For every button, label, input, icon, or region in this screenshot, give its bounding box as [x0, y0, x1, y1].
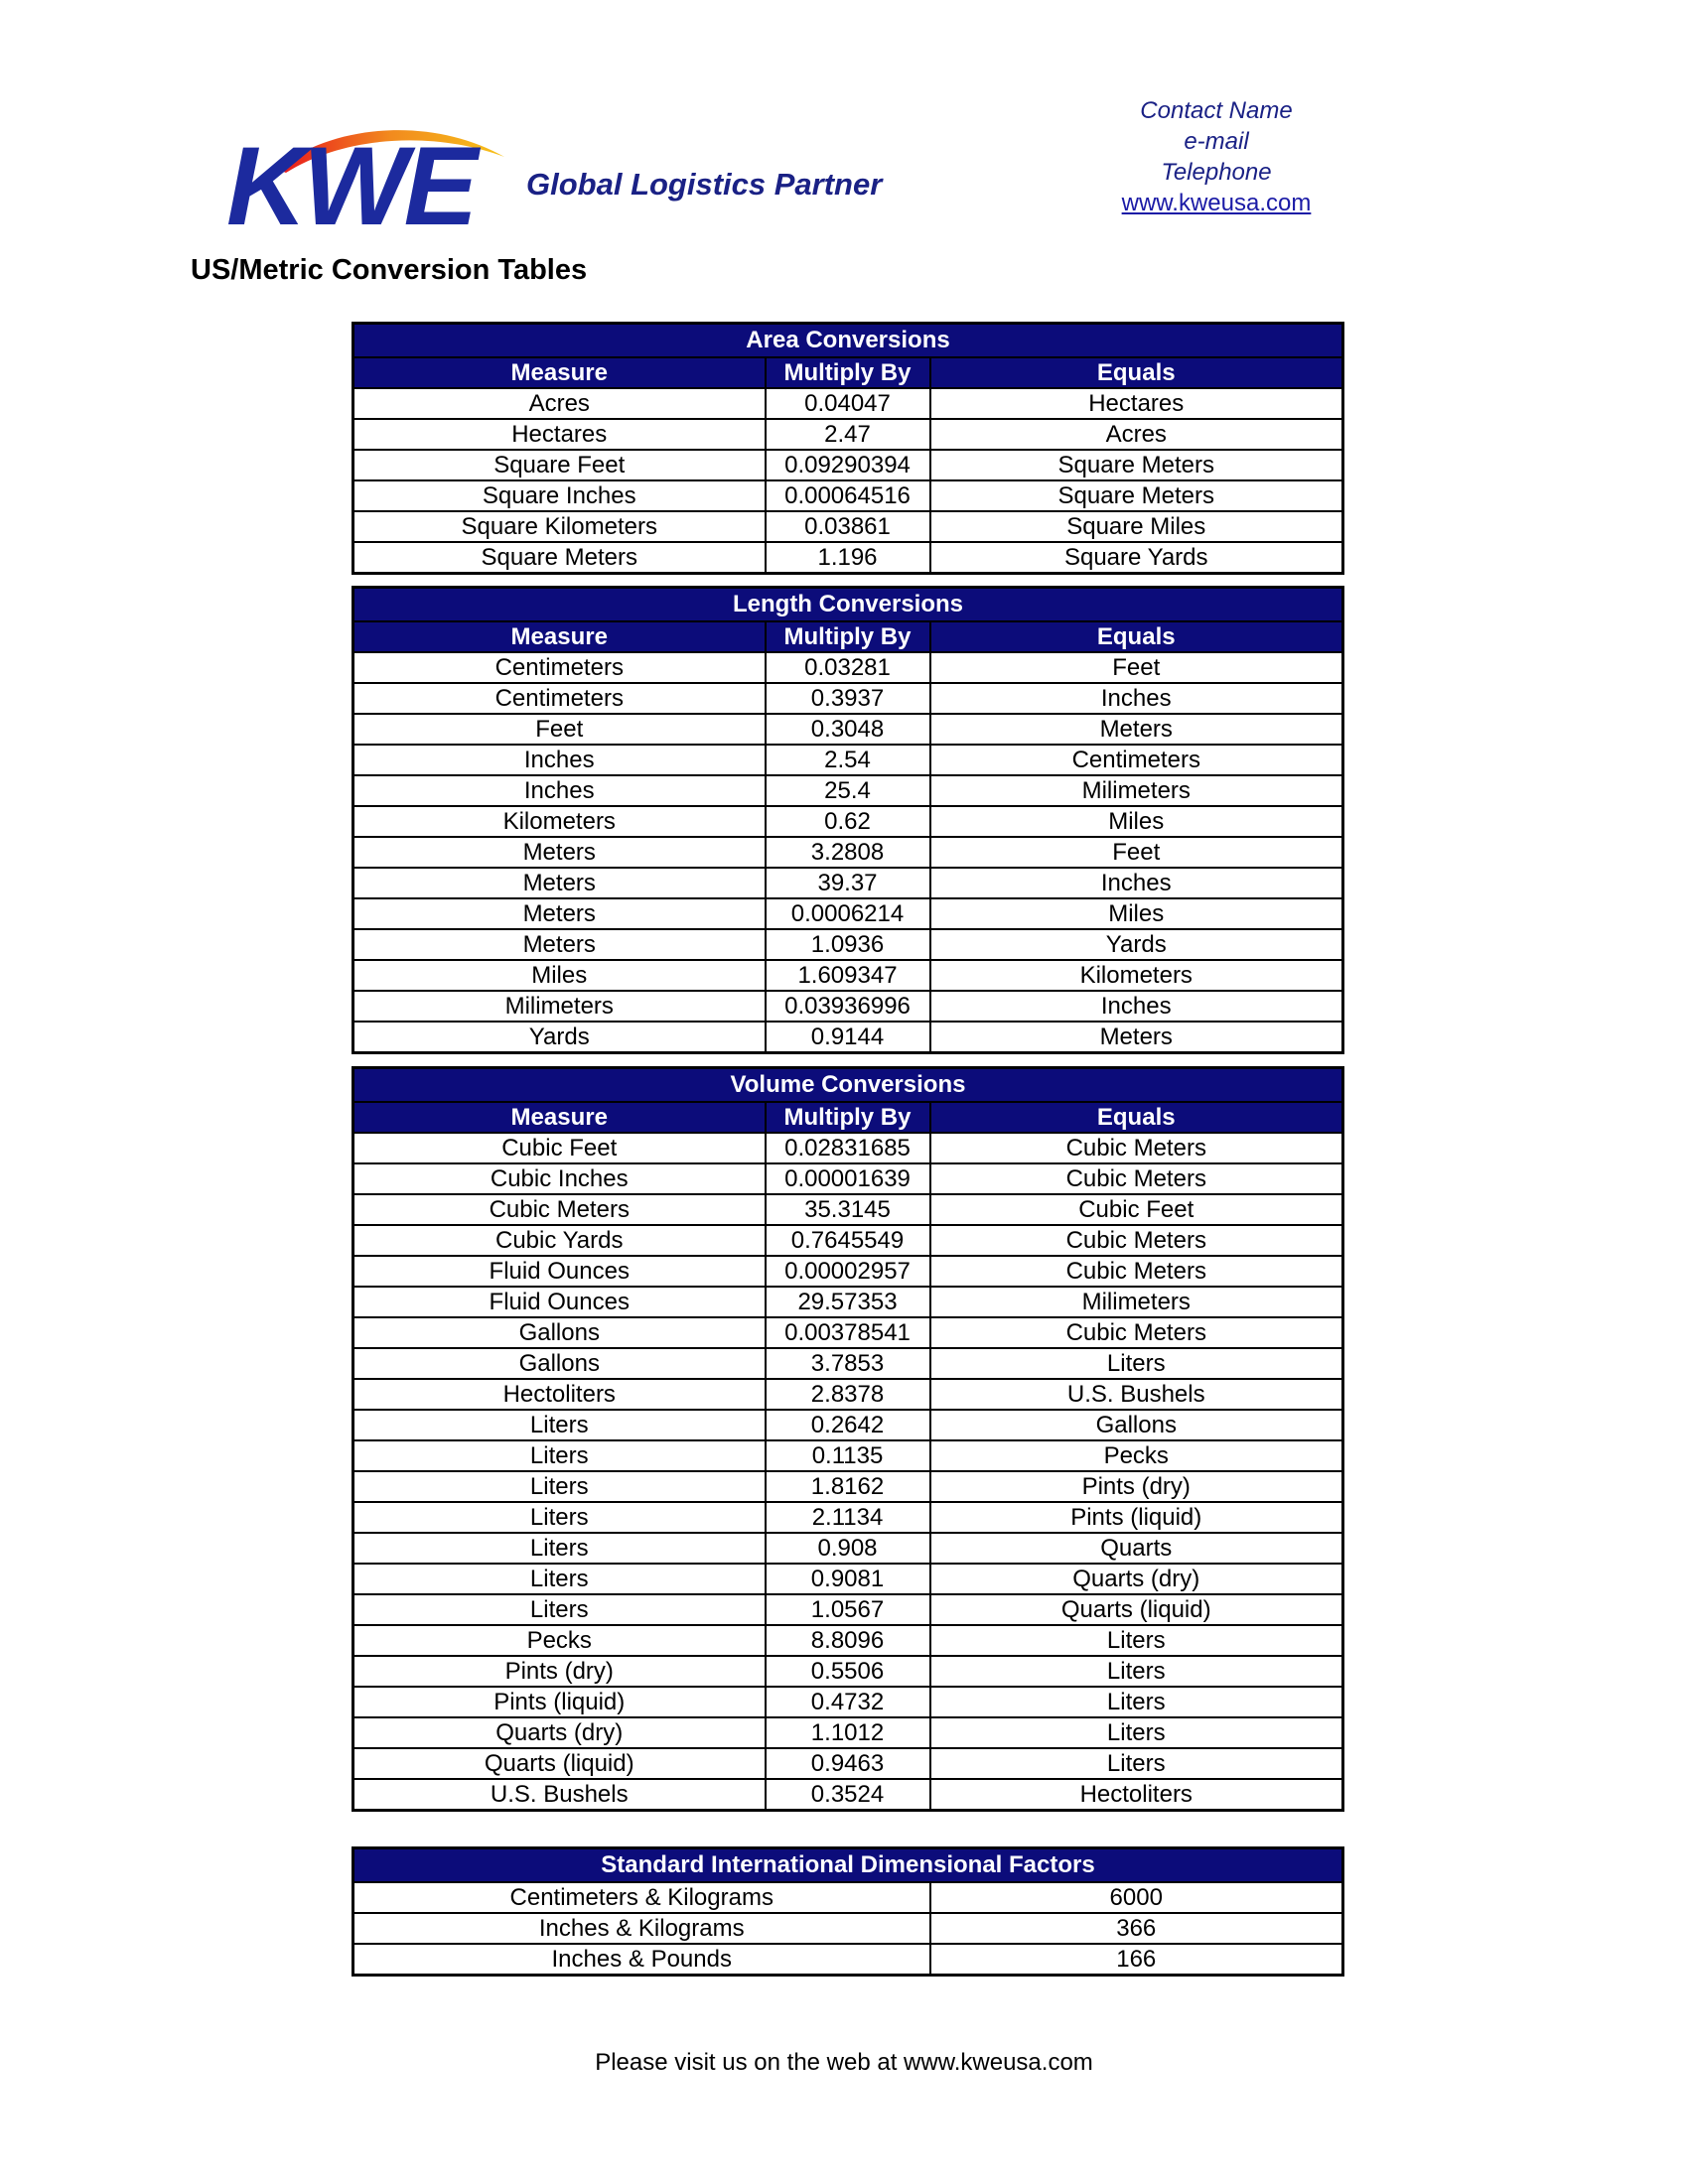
- contact-email: e-mail: [1184, 128, 1249, 155]
- multiplier-cell: 0.1135: [766, 1440, 930, 1471]
- measure-cell: Meters: [353, 929, 766, 960]
- multiplier-cell: 35.3145: [766, 1194, 930, 1225]
- table-row: [353, 868, 1343, 898]
- equals-cell: Square Meters: [930, 450, 1343, 480]
- multiplier-cell: 0.00378541: [766, 1317, 930, 1348]
- measure-cell: Milimeters: [353, 991, 766, 1022]
- table-row: [353, 419, 1343, 450]
- measure-cell: Cubic Feet: [353, 1133, 766, 1163]
- column-header-measure: Measure: [353, 357, 766, 388]
- measure-cell: Liters: [353, 1594, 766, 1625]
- table-row: [353, 1440, 1343, 1471]
- measure-cell: Liters: [353, 1440, 766, 1471]
- measure-cell: Liters: [353, 1471, 766, 1502]
- equals-cell: Milimeters: [930, 1287, 1343, 1317]
- multiplier-cell: 2.8378: [766, 1379, 930, 1410]
- table-row: [353, 898, 1343, 929]
- measure-cell: Cubic Inches: [353, 1163, 766, 1194]
- multiplier-cell: 0.7645549: [766, 1225, 930, 1256]
- table-row: [353, 745, 1343, 775]
- multiplier-cell: 0.00064516: [766, 480, 930, 511]
- table-row: [353, 1656, 1343, 1687]
- column-header-measure: Measure: [353, 621, 766, 652]
- table-row: [353, 960, 1343, 991]
- equals-cell: Meters: [930, 1022, 1343, 1053]
- equals-cell: Pints (liquid): [930, 1502, 1343, 1533]
- equals-cell: Inches: [930, 991, 1343, 1022]
- table-title: Standard International Dimensional Factors: [353, 1848, 1343, 1883]
- measure-cell: Inches: [353, 775, 766, 806]
- equals-cell: Meters: [930, 714, 1343, 745]
- kwe-logo: [226, 117, 524, 248]
- measure-cell: Miles: [353, 960, 766, 991]
- measure-cell: Fluid Ounces: [353, 1256, 766, 1287]
- equals-cell: Acres: [930, 419, 1343, 450]
- measure-cell: Meters: [353, 837, 766, 868]
- column-header-equals: Equals: [930, 357, 1343, 388]
- equals-cell: Cubic Meters: [930, 1133, 1343, 1163]
- equals-cell: Milimeters: [930, 775, 1343, 806]
- multiplier-cell: 0.908: [766, 1533, 930, 1564]
- multiplier-cell: 2.47: [766, 419, 930, 450]
- table-row: [353, 775, 1343, 806]
- measure-cell: Yards: [353, 1022, 766, 1053]
- equals-cell: Cubic Meters: [930, 1256, 1343, 1287]
- table-row: [353, 542, 1343, 574]
- measure-cell: Inches: [353, 745, 766, 775]
- table-row: [353, 1022, 1343, 1053]
- multiplier-cell: 1.609347: [766, 960, 930, 991]
- column-header-multiply: Multiply By: [766, 1102, 930, 1133]
- measure-cell: Feet: [353, 714, 766, 745]
- multiplier-cell: 0.04047: [766, 388, 930, 419]
- area-conversions-table: [352, 322, 1344, 575]
- table-row: [353, 929, 1343, 960]
- table-row: [353, 1194, 1343, 1225]
- multiplier-cell: 0.00001639: [766, 1163, 930, 1194]
- units-cell: Inches & Pounds: [353, 1944, 930, 1976]
- column-header-multiply: Multiply By: [766, 357, 930, 388]
- table-row: [353, 837, 1343, 868]
- table-row: [353, 1287, 1343, 1317]
- table-row: [353, 1256, 1343, 1287]
- table-row: [353, 1913, 1343, 1944]
- units-cell: Centimeters & Kilograms: [353, 1882, 930, 1913]
- measure-cell: Hectoliters: [353, 1379, 766, 1410]
- measure-cell: Pints (liquid): [353, 1687, 766, 1717]
- equals-cell: Quarts: [930, 1533, 1343, 1564]
- table-row: [353, 388, 1343, 419]
- table-row: [353, 652, 1343, 683]
- factor-cell: 366: [930, 1913, 1343, 1944]
- measure-cell: Square Meters: [353, 542, 766, 574]
- measure-cell: Gallons: [353, 1348, 766, 1379]
- multiplier-cell: 0.9144: [766, 1022, 930, 1053]
- tagline: Global Logistics Partner: [526, 167, 883, 202]
- measure-cell: Liters: [353, 1564, 766, 1594]
- table-row: [353, 1594, 1343, 1625]
- table-row: [353, 1748, 1343, 1779]
- website-link[interactable]: www.kweusa.com: [1121, 190, 1312, 216]
- dimensional-factors-table: [352, 1846, 1344, 1977]
- contact-name: Contact Name: [1140, 97, 1293, 124]
- equals-cell: Yards: [930, 929, 1343, 960]
- table-row: [353, 480, 1343, 511]
- multiplier-cell: 0.9463: [766, 1748, 930, 1779]
- volume-conversions-table: [352, 1066, 1344, 1812]
- equals-cell: Quarts (dry): [930, 1564, 1343, 1594]
- table-row: [353, 1564, 1343, 1594]
- table-row: [353, 806, 1343, 837]
- equals-cell: Hectoliters: [930, 1779, 1343, 1811]
- measure-cell: Hectares: [353, 419, 766, 450]
- multiplier-cell: 1.8162: [766, 1471, 930, 1502]
- table-row: [353, 1379, 1343, 1410]
- table-row: [353, 1882, 1343, 1913]
- measure-cell: Centimeters: [353, 683, 766, 714]
- measure-cell: Kilometers: [353, 806, 766, 837]
- factor-cell: 6000: [930, 1882, 1343, 1913]
- multiplier-cell: 1.1012: [766, 1717, 930, 1748]
- column-header-measure: Measure: [353, 1102, 766, 1133]
- equals-cell: Liters: [930, 1656, 1343, 1687]
- multiplier-cell: 2.54: [766, 745, 930, 775]
- measure-cell: Liters: [353, 1502, 766, 1533]
- multiplier-cell: 0.3524: [766, 1779, 930, 1811]
- table-row: [353, 1687, 1343, 1717]
- multiplier-cell: 39.37: [766, 868, 930, 898]
- equals-cell: Pecks: [930, 1440, 1343, 1471]
- measure-cell: Gallons: [353, 1317, 766, 1348]
- equals-cell: Square Miles: [930, 511, 1343, 542]
- equals-cell: Cubic Meters: [930, 1163, 1343, 1194]
- multiplier-cell: 0.3048: [766, 714, 930, 745]
- table-row: [353, 1471, 1343, 1502]
- multiplier-cell: 0.9081: [766, 1564, 930, 1594]
- multiplier-cell: 1.0567: [766, 1594, 930, 1625]
- multiplier-cell: 0.0006214: [766, 898, 930, 929]
- table-row: [353, 1133, 1343, 1163]
- measure-cell: Cubic Meters: [353, 1194, 766, 1225]
- factor-cell: 166: [930, 1944, 1343, 1976]
- equals-cell: Miles: [930, 806, 1343, 837]
- column-header-equals: Equals: [930, 1102, 1343, 1133]
- table-title: Length Conversions: [353, 588, 1343, 622]
- equals-cell: Inches: [930, 868, 1343, 898]
- table-row: [353, 1348, 1343, 1379]
- measure-cell: U.S. Bushels: [353, 1779, 766, 1811]
- table-row: [353, 1779, 1343, 1811]
- column-header-equals: Equals: [930, 621, 1343, 652]
- equals-cell: Cubic Meters: [930, 1225, 1343, 1256]
- equals-cell: Pints (dry): [930, 1471, 1343, 1502]
- equals-cell: Cubic Feet: [930, 1194, 1343, 1225]
- table-row: [353, 1717, 1343, 1748]
- table-row: [353, 1163, 1343, 1194]
- equals-cell: Liters: [930, 1748, 1343, 1779]
- table-row: [353, 511, 1343, 542]
- table-row: [353, 1502, 1343, 1533]
- multiplier-cell: 1.196: [766, 542, 930, 574]
- multiplier-cell: 0.62: [766, 806, 930, 837]
- multiplier-cell: 2.1134: [766, 1502, 930, 1533]
- multiplier-cell: 0.02831685: [766, 1133, 930, 1163]
- measure-cell: Liters: [353, 1410, 766, 1440]
- table-row: [353, 1944, 1343, 1976]
- logo-text: KWE: [226, 124, 475, 248]
- multiplier-cell: 3.7853: [766, 1348, 930, 1379]
- multiplier-cell: 0.03861: [766, 511, 930, 542]
- contact-block: [1072, 95, 1360, 218]
- multiplier-cell: 0.2642: [766, 1410, 930, 1440]
- multiplier-cell: 1.0936: [766, 929, 930, 960]
- equals-cell: Hectares: [930, 388, 1343, 419]
- multiplier-cell: 29.57353: [766, 1287, 930, 1317]
- table-row: [353, 1225, 1343, 1256]
- measure-cell: Quarts (dry): [353, 1717, 766, 1748]
- measure-cell: Square Feet: [353, 450, 766, 480]
- table-row: [353, 1533, 1343, 1564]
- measure-cell: Liters: [353, 1533, 766, 1564]
- equals-cell: Feet: [930, 837, 1343, 868]
- multiplier-cell: 0.09290394: [766, 450, 930, 480]
- table-title: Volume Conversions: [353, 1068, 1343, 1103]
- multiplier-cell: 3.2808: [766, 837, 930, 868]
- table-row: [353, 991, 1343, 1022]
- multiplier-cell: 0.03281: [766, 652, 930, 683]
- table-row: [353, 1625, 1343, 1656]
- multiplier-cell: 0.5506: [766, 1656, 930, 1687]
- measure-cell: Pecks: [353, 1625, 766, 1656]
- equals-cell: Gallons: [930, 1410, 1343, 1440]
- table-title: Area Conversions: [353, 324, 1343, 358]
- equals-cell: Kilometers: [930, 960, 1343, 991]
- equals-cell: Centimeters: [930, 745, 1343, 775]
- equals-cell: Square Yards: [930, 542, 1343, 574]
- multiplier-cell: 0.03936996: [766, 991, 930, 1022]
- measure-cell: Square Kilometers: [353, 511, 766, 542]
- measure-cell: Quarts (liquid): [353, 1748, 766, 1779]
- equals-cell: Miles: [930, 898, 1343, 929]
- measure-cell: Centimeters: [353, 652, 766, 683]
- measure-cell: Meters: [353, 868, 766, 898]
- length-conversions-table: [352, 586, 1344, 1054]
- equals-cell: Liters: [930, 1717, 1343, 1748]
- equals-cell: Liters: [930, 1348, 1343, 1379]
- measure-cell: Square Inches: [353, 480, 766, 511]
- measure-cell: Acres: [353, 388, 766, 419]
- equals-cell: Liters: [930, 1625, 1343, 1656]
- equals-cell: Feet: [930, 652, 1343, 683]
- measure-cell: Meters: [353, 898, 766, 929]
- multiplier-cell: 0.4732: [766, 1687, 930, 1717]
- table-row: [353, 683, 1343, 714]
- table-row: [353, 1410, 1343, 1440]
- equals-cell: Liters: [930, 1687, 1343, 1717]
- table-row: [353, 450, 1343, 480]
- equals-cell: Square Meters: [930, 480, 1343, 511]
- measure-cell: Fluid Ounces: [353, 1287, 766, 1317]
- column-header-multiply: Multiply By: [766, 621, 930, 652]
- table-row: [353, 714, 1343, 745]
- multiplier-cell: 0.00002957: [766, 1256, 930, 1287]
- units-cell: Inches & Kilograms: [353, 1913, 930, 1944]
- measure-cell: Pints (dry): [353, 1656, 766, 1687]
- equals-cell: U.S. Bushels: [930, 1379, 1343, 1410]
- equals-cell: Quarts (liquid): [930, 1594, 1343, 1625]
- measure-cell: Cubic Yards: [353, 1225, 766, 1256]
- equals-cell: Inches: [930, 683, 1343, 714]
- contact-telephone: Telephone: [1161, 159, 1272, 186]
- table-row: [353, 1317, 1343, 1348]
- multiplier-cell: 25.4: [766, 775, 930, 806]
- multiplier-cell: 0.3937: [766, 683, 930, 714]
- equals-cell: Cubic Meters: [930, 1317, 1343, 1348]
- page-title: US/Metric Conversion Tables: [191, 254, 588, 286]
- multiplier-cell: 8.8096: [766, 1625, 930, 1656]
- footer-note: Please visit us on the web at www.kweusa.com: [595, 2049, 1093, 2076]
